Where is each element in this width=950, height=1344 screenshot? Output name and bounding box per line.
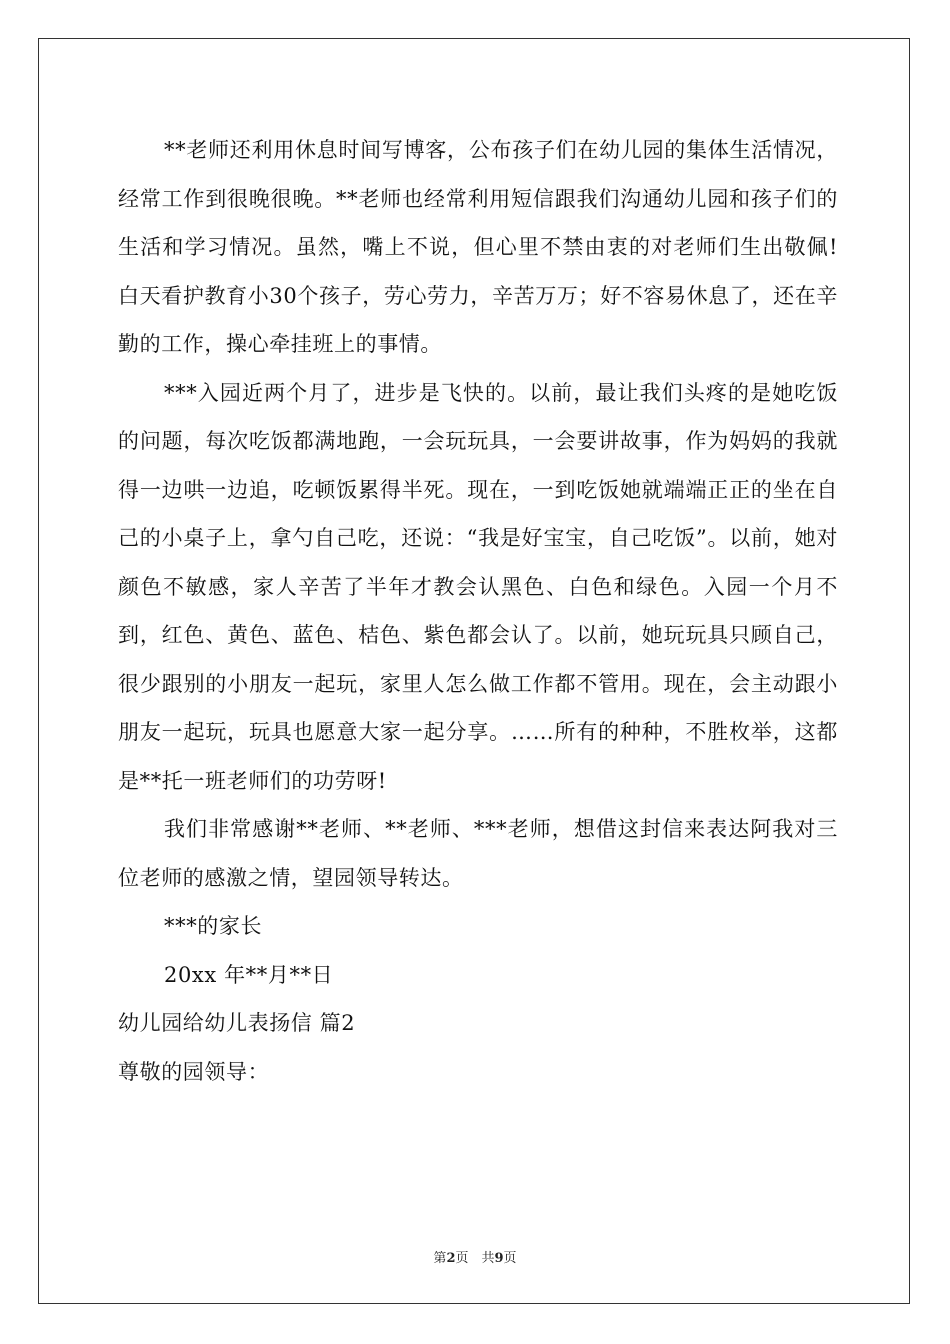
page-footer <box>0 1247 950 1266</box>
paragraph-2: ***入园近两个月了，进步是飞快的。以前，最让我们头疼的是她吃饭的问题，每次吃饭都满地跑，一会玩玩具，一会要讲故事，作为妈妈的我就得一边哄一边追，吃顿饭累得半死。现在，一到吃饭她就端端正正的坐在自己的小桌子上，拿勺自己吃，还说：“我是好宝宝，自己吃饭”。以前，她对颜色不敏感，家人辛苦了半年才教会认黑色、白色和绿色。入园一个月不到，红色、黄色、蓝色、桔色、紫色都会认了。以前，她玩玩具只顾自己，很少跟别的小朋友一起玩，家里人怎么做工作都不管用。现在，会主动跟小朋友一起玩，玩具也愿意大家一起分享。……所有的种种，不胜枚举，这都是**托一班老师们的功劳呀! <box>118 380 838 793</box>
date-line: 20xx 年**月**日 <box>164 962 334 987</box>
footer-mid: 页 共 <box>455 1251 495 1266</box>
paragraph-3: 我们非常感谢**老师、**老师、***老师，想借这封信来表达阿我对三位老师的感激之情，望园领导转达。 <box>118 817 838 890</box>
salutation: 尊敬的园领导： <box>118 1059 270 1084</box>
footer-prefix: 第 <box>433 1251 447 1266</box>
document-body <box>118 126 838 1096</box>
total-page-number: 9 <box>494 1251 504 1266</box>
signature-line: ***的家长 <box>164 914 263 938</box>
current-page-number: 2 <box>446 1251 456 1266</box>
paragraph-1: **老师还利用休息时间写博客，公布孩子们在幼儿园的集体生活情况，经常工作到很晚很晚。**老师也经常利用短信跟我们沟通幼儿园和孩子们的生活和学习情况。虽然，嘴上不说，但心里不禁由衷的对老师们生出敬佩!白天看护教育小30个孩子，劳心劳力，辛苦万万；好不容易休息了，还在辛勤的工作，操心牵挂班上的事情。 <box>118 138 838 356</box>
section-heading: 幼儿园给幼儿表扬信 篇2 <box>118 1011 356 1035</box>
footer-suffix: 页 <box>503 1251 517 1266</box>
